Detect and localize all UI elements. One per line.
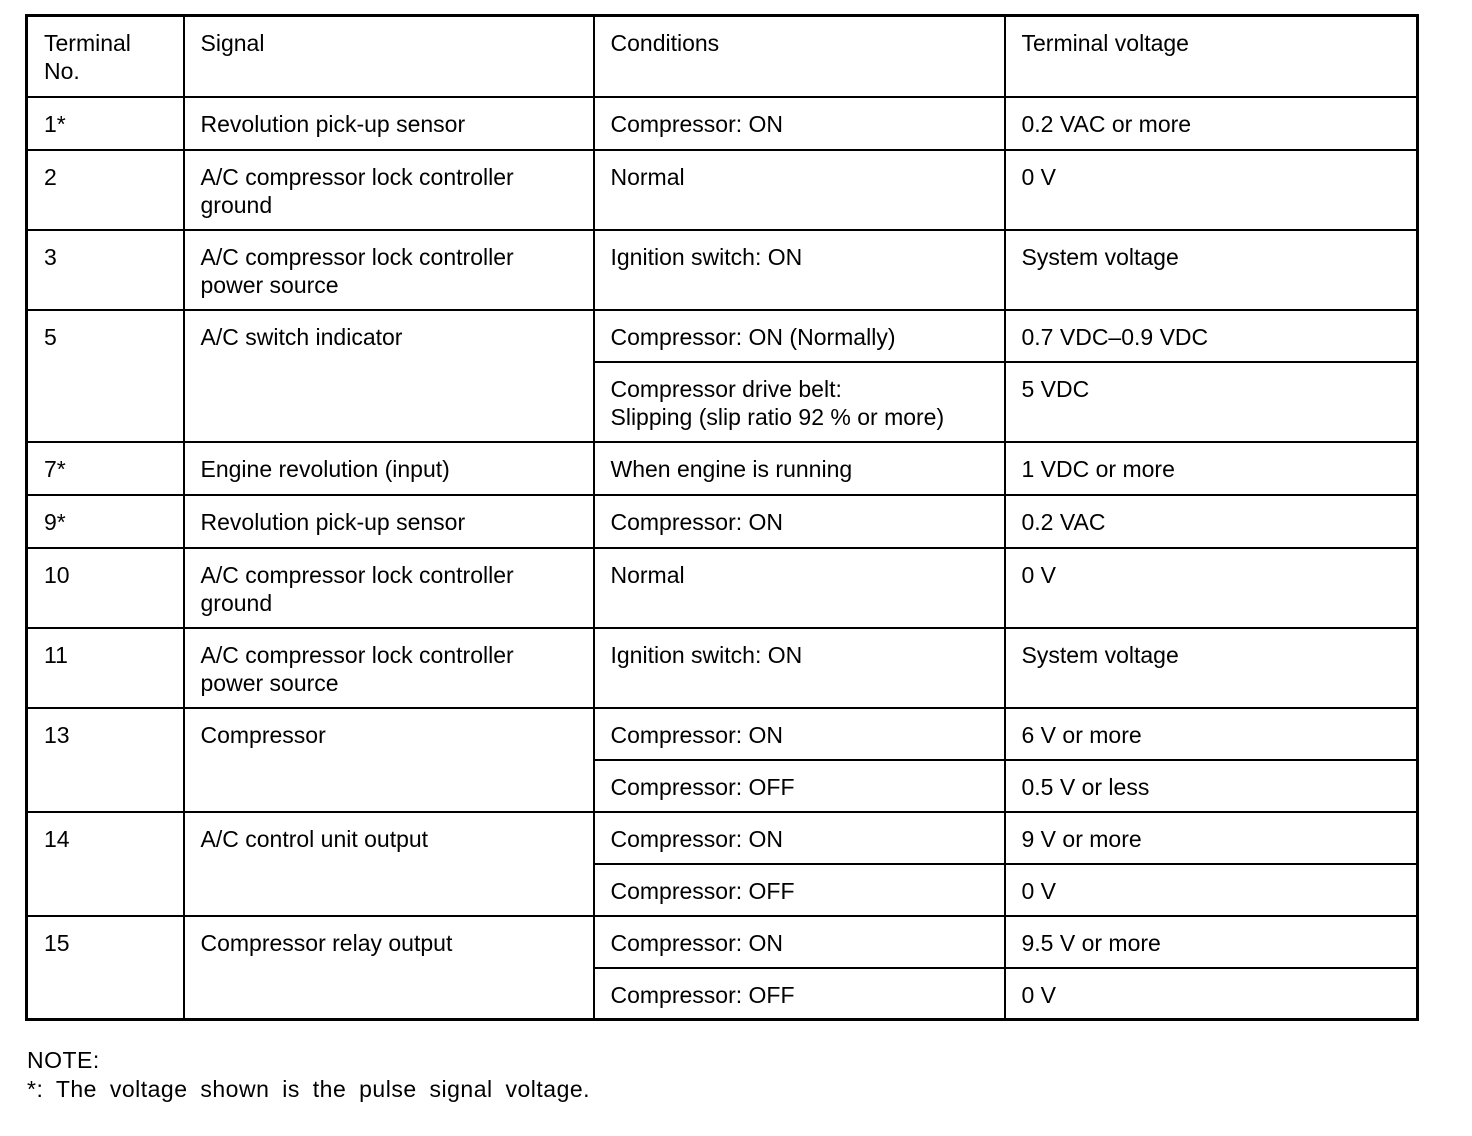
- header-terminal: Terminal No.: [27, 16, 184, 97]
- conditions-cell: Compressor: OFF: [594, 864, 1005, 916]
- table-row: [27, 150, 1418, 230]
- terminal-cell: 11: [27, 628, 184, 708]
- terminal-cell: 7*: [27, 442, 184, 495]
- terminal-cell: 1*: [27, 97, 184, 150]
- header-voltage: Terminal voltage: [1005, 16, 1418, 97]
- header-conditions: Conditions: [594, 16, 1005, 97]
- terminal-cell: 13: [27, 708, 184, 812]
- conditions-cell: Compressor: OFF: [594, 760, 1005, 812]
- note-text: *: The voltage shown is the pulse signal voltage.: [27, 1076, 591, 1102]
- table-row: [27, 97, 1418, 150]
- table-row: [27, 230, 1418, 310]
- signal-cell: Compressor: [184, 708, 594, 812]
- voltage-cell: System voltage: [1005, 628, 1418, 708]
- table-row: [27, 916, 1418, 968]
- voltage-cell: 0.2 VAC or more: [1005, 97, 1418, 150]
- voltage-cell: 0 V: [1005, 968, 1418, 1020]
- terminal-cell: 3: [27, 230, 184, 310]
- terminal-cell: 10: [27, 548, 184, 628]
- voltage-cell: 0.7 VDC–0.9 VDC: [1005, 310, 1418, 362]
- signal-cell: A/C control unit output: [184, 812, 594, 916]
- conditions-cell: [594, 362, 1005, 442]
- table-row: [27, 708, 1418, 760]
- voltage-cell: 0 V: [1005, 864, 1418, 916]
- terminal-cell: 15: [27, 916, 184, 1020]
- conditions-cell: Compressor: ON: [594, 495, 1005, 548]
- footnote: [27, 1046, 590, 1104]
- voltage-cell: System voltage: [1005, 230, 1418, 310]
- voltage-cell: 0 V: [1005, 150, 1418, 230]
- table-header-row: [27, 16, 1418, 97]
- signal-cell: A/C compressor lock controller power source: [184, 230, 594, 310]
- conditions-cell: Compressor: ON (Normally): [594, 310, 1005, 362]
- voltage-cell: 9 V or more: [1005, 812, 1418, 864]
- conditions-cell: Compressor: ON: [594, 97, 1005, 150]
- signal-cell: Engine revolution (input): [184, 442, 594, 495]
- signal-cell: A/C compressor lock controller ground: [184, 150, 594, 230]
- terminal-voltage-table: [25, 14, 1419, 1021]
- signal-cell: A/C compressor lock controller ground: [184, 548, 594, 628]
- terminal-cell: 2: [27, 150, 184, 230]
- terminal-cell: 14: [27, 812, 184, 916]
- voltage-cell: 0 V: [1005, 548, 1418, 628]
- voltage-cell: 9.5 V or more: [1005, 916, 1418, 968]
- conditions-cell: Compressor: ON: [594, 916, 1005, 968]
- table-row: [27, 442, 1418, 495]
- signal-cell: Revolution pick-up sensor: [184, 495, 594, 548]
- terminal-cell: 9*: [27, 495, 184, 548]
- conditions-cell: Ignition switch: ON: [594, 230, 1005, 310]
- signal-cell: Revolution pick-up sensor: [184, 97, 594, 150]
- table-row: [27, 628, 1418, 708]
- conditions-cell: Compressor: ON: [594, 812, 1005, 864]
- voltage-cell: 1 VDC or more: [1005, 442, 1418, 495]
- table-row: [27, 310, 1418, 362]
- note-heading: NOTE:: [27, 1047, 100, 1073]
- conditions-line: Compressor drive belt:: [610, 375, 842, 402]
- table-row: [27, 812, 1418, 864]
- voltage-cell: 6 V or more: [1005, 708, 1418, 760]
- signal-cell: A/C compressor lock controller power source: [184, 628, 594, 708]
- conditions-cell: Compressor: ON: [594, 708, 1005, 760]
- header-signal: Signal: [184, 16, 594, 97]
- conditions-cell: Ignition switch: ON: [594, 628, 1005, 708]
- table-row: [27, 495, 1418, 548]
- terminal-cell: 5: [27, 310, 184, 442]
- conditions-cell: Normal: [594, 548, 1005, 628]
- conditions-cell: Normal: [594, 150, 1005, 230]
- voltage-cell: 5 VDC: [1005, 362, 1418, 442]
- signal-cell: Compressor relay output: [184, 916, 594, 1020]
- table-row: [27, 548, 1418, 628]
- conditions-cell: When engine is running: [594, 442, 1005, 495]
- voltage-cell: 0.2 VAC: [1005, 495, 1418, 548]
- signal-cell: A/C switch indicator: [184, 310, 594, 442]
- conditions-line: Slipping (slip ratio 92 % or more): [610, 403, 945, 430]
- voltage-cell: 0.5 V or less: [1005, 760, 1418, 812]
- conditions-cell: Compressor: OFF: [594, 968, 1005, 1020]
